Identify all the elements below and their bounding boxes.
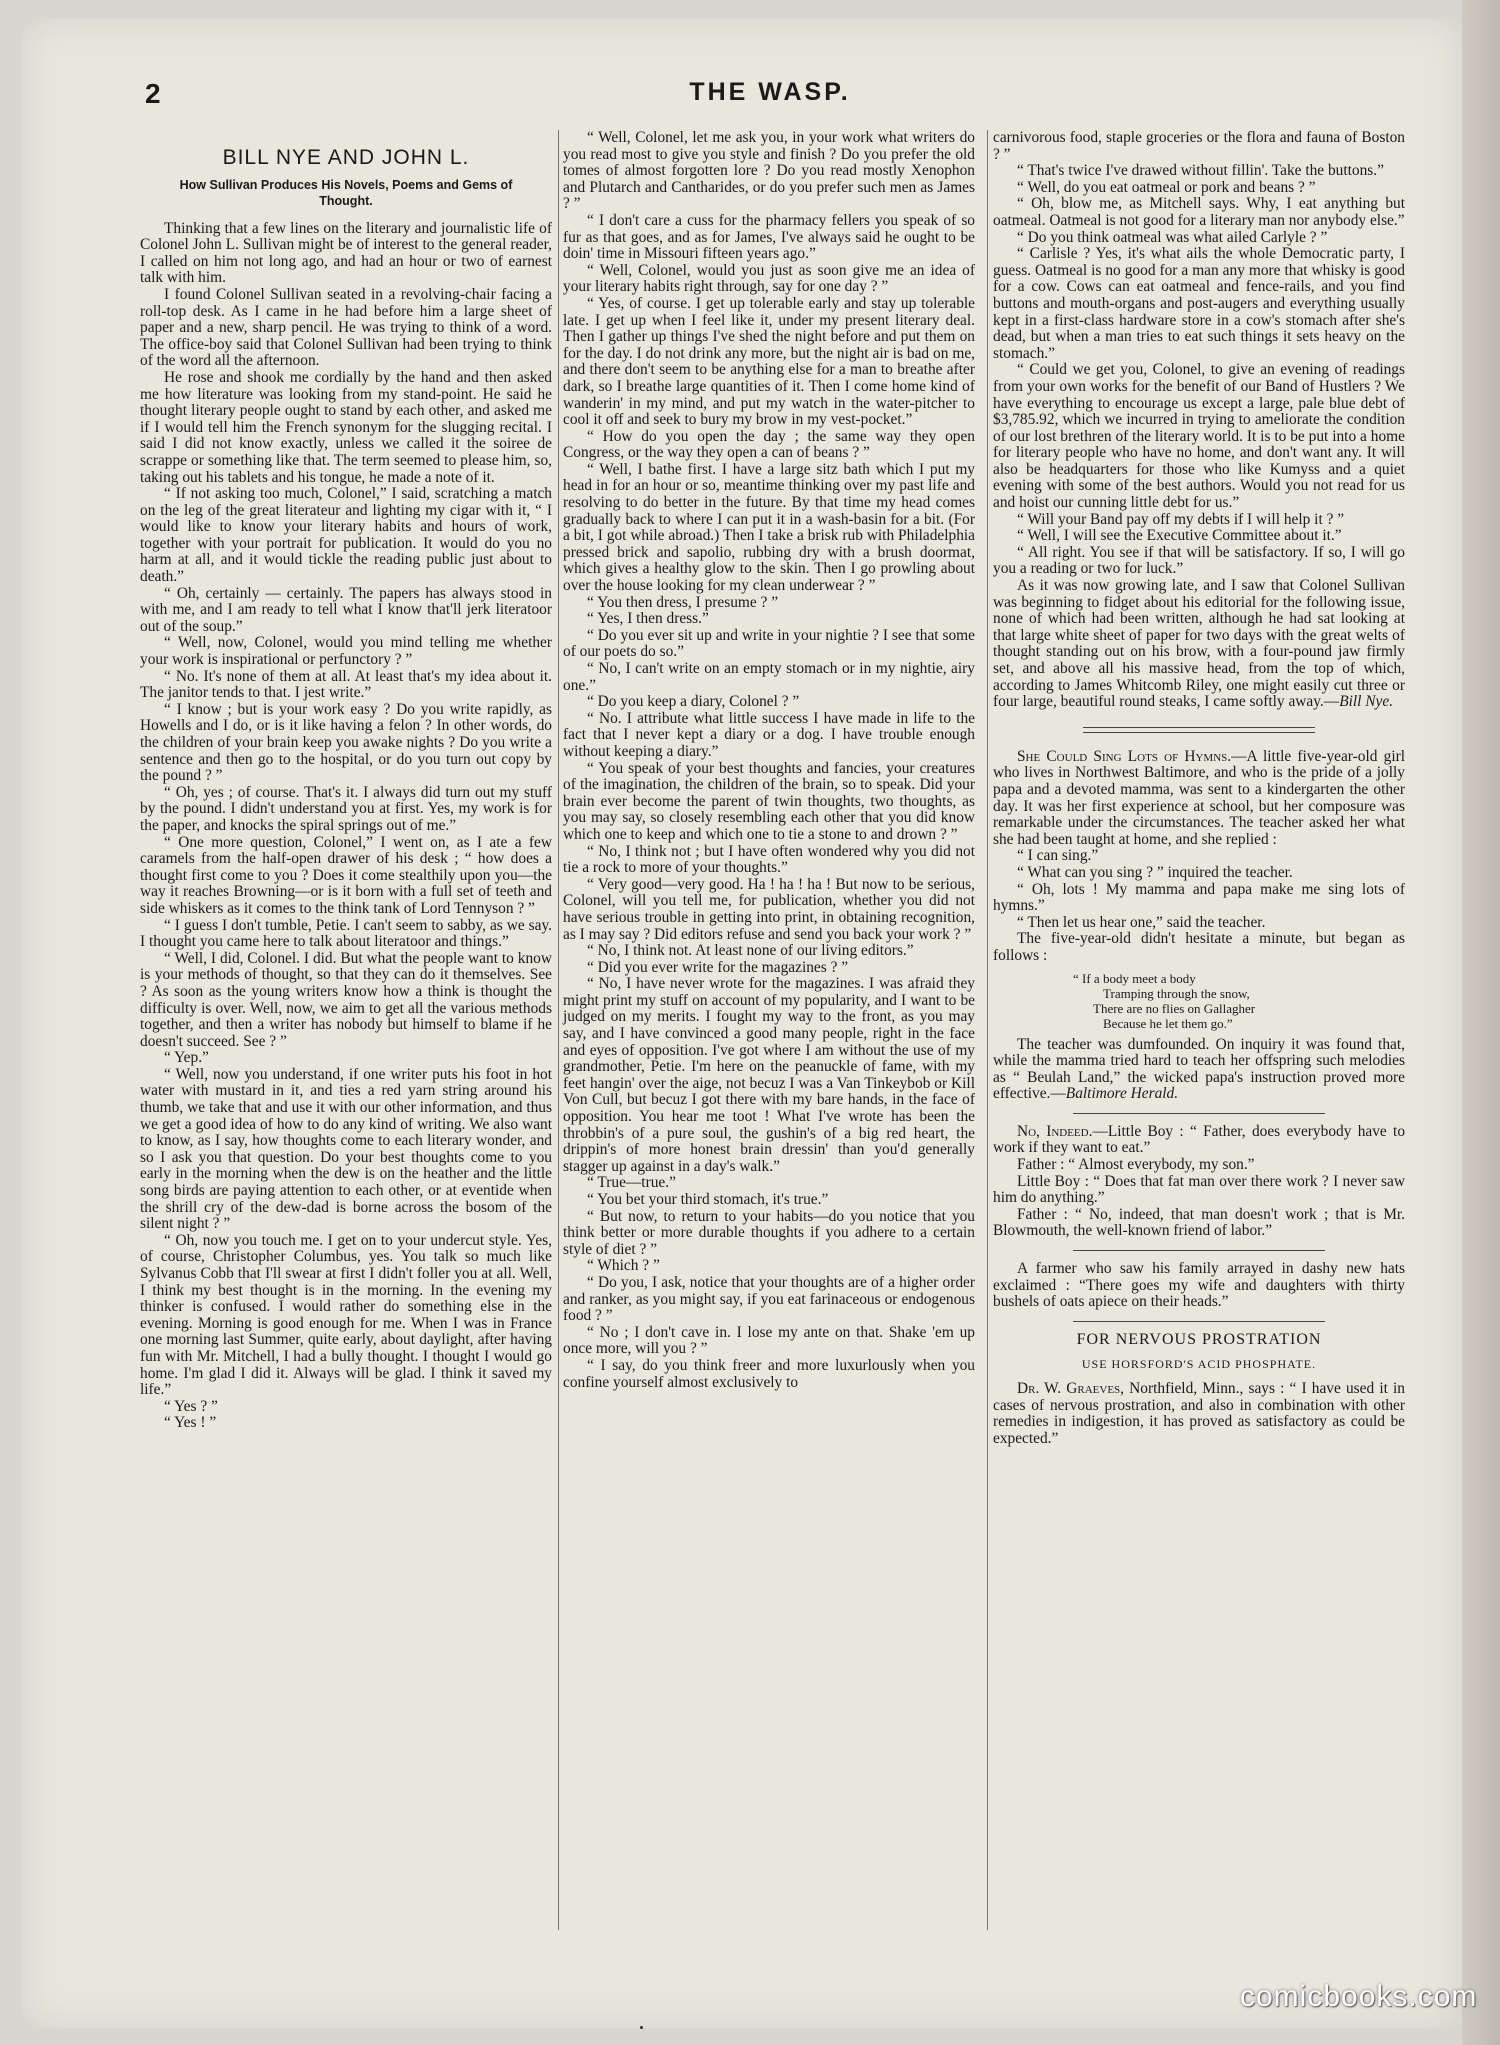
column-rule xyxy=(558,130,559,1930)
section-divider xyxy=(1073,1113,1325,1114)
paragraph: “ Oh, certainly — certainly. The papers has always stood in with me, and I am ready to tell what I know that'll jerk literatoor out of the soup.” xyxy=(140,584,552,635)
paragraph: “ Well, I bathe first. I have a large sitz bath which I put my head in for an hour or so, meantime thinking over my past life and resolving to do better in the future. By that time my head comes gradually back to where I can put it in a wash-basin for a bit. (For a bit, I got while abroad.) Then I take a brisk rub with Philadelphia pressed brick and sapolio, rubbing dry with a brush doormat, which gives a healthy glow to the skin. Then I go prowling about over the house looking for my clean underwear ? ” xyxy=(563,460,975,595)
page-header xyxy=(120,78,1420,118)
paragraph: “ Did you ever write for the magazines ? ” xyxy=(587,958,849,976)
article-lead-paragraph xyxy=(993,749,1405,849)
column-3 xyxy=(993,130,1405,1447)
paragraph: “ I guess I don't tumble, Petie. I can't seem to sabby, as we say. I thought you came here to talk about literatoor and things.” xyxy=(140,916,552,951)
paragraph: Father : “ No, indeed, that man doesn't work ; that is Mr. Blowmouth, the well-known friend of labor.” xyxy=(993,1205,1405,1240)
column-rule xyxy=(987,130,988,1930)
paragraph: “ Oh, now you touch me. I get on to your undercut style. Yes, of course, Christopher Columbus, yes. You talk so much like Sylvanus Cobb that I'll swear at first I didn't foller you at all. Well, I think my best thought is in the morning. In the evening my thinker is confused. I would rather do something else in the evening. Morning is good enough for me. When I was in France one morning last Summer, quite early, about daylight, after having fun with Mr. Mitchell, I had a bully thought. I thought I would go home. I'm glad I did it. Always will be glad. I think it saved my life.” xyxy=(140,1231,552,1399)
paragraph: “ Do you ever sit up and write in your nightie ? I see that some of our poets do so.” xyxy=(563,626,975,661)
paragraph: “ Well, now you understand, if one writer puts his foot in hot water with mustard in it, and ties a red yarn string around his thumb, we take that and use it with our other information, and thus we get a good idea of how to do any kind of writing. We also want to know, as I say, how thoughts come to each literary wonder, and so I ask you that question. Do your best thoughts come to you early in the morning when the dew is on the heather and the little song birds are paying attention to each other, or at eventide when the shrill cry of the dew-dad is borne across the bosom of the silent night ? ” xyxy=(140,1065,552,1233)
paragraph: “ Well, I will see the Executive Committee about it.” xyxy=(1017,527,1342,545)
paragraph: “ No, I have never wrote for the magazines. I was afraid they might print my stuff on account of my popularity, and I want to be judged on my merits. I fought my way to the front, as you may say, and I have convinced a good many people, right in the face and eyes of opposition. I've got where I am without the use of my grandmother, Petie. I'm here on the peanuckle of fame, with my feet hangin' over the aige, not becuz I was a Van Tinkeybob or Kill Von Cull, but becuz I got there with my bare hands, in the face of opposition. You hear me toot ! What I've wrote has been the throbbin's of a pure soul, the gushin's of a big red heart, the drippin's of more honest brain dressin' than you'd generally stagger up against in a day's walk.” xyxy=(563,975,975,1175)
publication-title: THE WASP. xyxy=(689,78,851,106)
paragraph: “ Well, Colonel, let me ask you, in your work what writers do you read most to give you style and finish ? Do you prefer the old tomes of almost forgotten lore ? Do you read mostly Xenophon and Plutarch and Cantharides, or do you prefer such men as James ? ” xyxy=(563,129,975,213)
section-divider xyxy=(1073,1321,1325,1322)
source-credit: Baltimore Herald. xyxy=(1065,1085,1179,1103)
paragraph: The five-year-old didn't hesitate a minute, but began as follows : xyxy=(993,930,1405,964)
poem xyxy=(993,971,1405,1031)
paragraph: “ Which ? ” xyxy=(587,1257,660,1275)
advert-title: FOR NERVOUS PROSTRATION xyxy=(1076,1330,1322,1348)
section-divider xyxy=(1073,1250,1325,1251)
advert-lead: Dr. W. Graeves, xyxy=(1017,1380,1125,1397)
page-number: 2 xyxy=(145,78,161,109)
paragraph: Little Boy : “ Does that fat man over there work ? I never saw him do anything.” xyxy=(993,1172,1405,1207)
paragraph xyxy=(993,1037,1405,1103)
article-subtitle: How Sullivan Produces His Novels, Poems and Gems of Thought. xyxy=(179,177,513,208)
paragraph: “ Oh, yes ; of course. That's it. I always did turn out my stuff by the pound. I didn't understand you at first. Yes, my work is for the paper, and knocks the spiral springs out of me.” xyxy=(140,783,552,834)
poem-line: “ If a body meet a body xyxy=(1073,970,1196,986)
site-watermark: comicbooks.com xyxy=(1240,1980,1478,2013)
paragraph: “ Then let us hear one,” said the teacher. xyxy=(1017,913,1266,931)
paragraph: “ If not asking too much, Colonel,” I said, scratching a match on the leg of the great literateur and lighting my cigar with it, “ I would like to know your literary habits and hours of work, together with your portrait for publication. It would do you no harm at all, and it would tickle the reading public just about to death.” xyxy=(140,485,552,586)
paragraph: “ Yes, of course. I get up tolerable early and stay up tolerable late. I get up when I feel like it, under my present literary deal. Then I gather up things I've shed the night before and put them on for the day. I do not drink any more, but the night air is bad on me, and there don't seem to be anything else for a man to breathe after dark, so I breathe large quantities of it. Then I come home kind of wanderin' in my mind, and put my watch in the water-pitcher to cool it off and seek to bury my brow in my vest-pocket.” xyxy=(563,294,975,429)
paragraph: “ No. It's none of them at all. At least that's my idea about it. The janitor tends to that. I jest write.” xyxy=(140,667,552,702)
paragraph: “ Well, Colonel, would you just as soon give me an idea of your literary habits right through, say for one day ? ” xyxy=(563,261,975,296)
print-speck xyxy=(640,2026,643,2029)
paragraph: “ Oh, blow me, as Mitchell says. Why, I eat anything but oatmeal. Oatmeal is not good for a literary man nor anybody else.” xyxy=(993,195,1405,229)
closing-text: The teacher was dumfounded. On inquiry it was found that, while the mamma tried hard to teach her offspring such melodies as “ Beulah Land,” the wicked papa's instruction proved more effective.— xyxy=(993,1035,1405,1103)
article-title: BILL NYE AND JOHN L. xyxy=(222,146,470,169)
paragraph: “ True—true.” xyxy=(587,1174,676,1192)
paragraph xyxy=(993,578,1405,711)
poem-line: There are no flies on Gallagher xyxy=(1093,1000,1256,1016)
lead-text: —Little Boy : “ Father, does everybody have to work if they want to eat.” xyxy=(993,1122,1406,1157)
paragraph: Father : “ Almost everybody, my son.” xyxy=(1017,1156,1255,1174)
paragraph: “ Do you keep a diary, Colonel ? ” xyxy=(587,693,800,711)
paragraph: I found Colonel Sullivan seated in a revolving-chair facing a roll-top desk. As I came in he had before him a large sheet of paper and a new, sharp pencil. He was trying to think of a word. The office-boy said that Colonel Sullivan had been trying to think of the word all the afternoon. xyxy=(140,285,552,370)
paragraph: “ Well, do you eat oatmeal or pork and beans ? ” xyxy=(1017,178,1316,196)
paragraph: “ All right. You see if that will be satisfactory. If so, I will go you a reading or two for luck.” xyxy=(993,543,1405,578)
paragraph: “ I can sing.” xyxy=(1017,847,1099,865)
paragraph: “ Oh, lots ! My mamma and papa make me sing lots of hymns.” xyxy=(993,880,1405,915)
paragraph: “ Could we get you, Colonel, to give an evening of readings from your own works for the benefit of our Band of Hustlers ? We have everything to encourage us except a large, pale blue debt of $3,785.92, which we incurred in trying to ameliorate the condition of our lost brethren of the literary world. It is to be put into a home for literary people who have no home, and don't want any. It will also be headquarters for those who like Kumyss and a quiet evening with some of the best authors. Would you not read for us and hoist our cunning little debt for us.” xyxy=(993,361,1405,512)
paragraph: “ Well, I did, Colonel. I did. But what the people want to know is your methods of thought, so that they can do it themselves. See ? As soon as the young writers know how a think is thought the difficulty is over. Well, now, we aim to get all the various methods together, and then a writer has nobody but himself to blame if he doesn't succeed. See ? ” xyxy=(140,949,552,1050)
paragraph: “ I don't care a cuss for the pharmacy fellers you speak of so fur as that goes, and as for James, I've always said he ought to be doin' time in Missouri fifteen years ago.” xyxy=(563,211,975,263)
paragraph: “ Do you, I ask, notice that your thoughts are of a higher order and ranker, as you might say, if you eat farinaceous or endogenous food ? ” xyxy=(563,1273,975,1325)
paragraph: “ You then dress, I presume ? ” xyxy=(587,593,779,611)
paragraph: “ Yes ! ” xyxy=(164,1414,217,1432)
paragraph: “ That's twice I've drawed without fillin'. Take the buttons.” xyxy=(1017,162,1384,180)
paragraph: “ No. I attribute what little success I have made in life to the fact that I never kept a diary or a dog. I have trouble enough without keeping a diary.” xyxy=(563,709,975,760)
paragraph: “ One more question, Colonel,” I went on, as I ate a few caramels from the half-open drawer of his desk ; “ how does a thought first come to you ? Does it come stealthily upon you—the way it reaches Browning—or is it born with a full set of teeth and side whiskers as it comes to the think tank of Lord Tennyson ? ” xyxy=(140,833,552,917)
article-lead-paragraph xyxy=(993,1124,1405,1157)
advert-text: Northfield, Minn., says : “ I have used it in cases of nervous prostration, and also in combination with other remedies in indigestion, it has proved as satisfactory as could be expected.” xyxy=(993,1380,1405,1447)
lead-text: —A little five-year-old girl who lives in Northwest Baltimore, and who is the pride of a jolly papa and a devoted mamma, was sent to a kindergarten the other day. It was her first experience at school, but her composure was remarkable under the circumstances. The teacher asked her what she had been taught at home, and she replied : xyxy=(993,747,1405,848)
article-lead: She Could Sing Lots of Hymns. xyxy=(1017,747,1232,765)
poem-line: Because he let them go.” xyxy=(1103,1015,1233,1031)
paragraph: “ But now, to return to your habits—do you notice that you think better or more durable thoughts if you adhere to a certain style of diet ? ” xyxy=(563,1207,975,1258)
paragraph: “ No, I think not ; but I have often wondered why you did not tie a rock to more of your thoughts.” xyxy=(563,842,975,877)
paragraph: “ No ; I don't cave in. I lose my ante on that. Shake 'em up once more, will you ? ” xyxy=(563,1323,975,1358)
paragraph: “ Carlisle ? Yes, it's what ails the whole Democratic party, I guess. Oatmeal is no good for a man any more that whisky is good for a cow. Cows can eat oatmeal and fence-rails, and you find buttons and mouth-organs and post-augers and everything usually kept in a first-class hardware store in a cow's stomach after she's dead, but when a man tries to eat such things it sets heavy on the stomach.” xyxy=(993,245,1405,362)
paragraph: “ No, I can't write on an empty stomach or in my nightie, airy one.” xyxy=(563,660,975,694)
paragraph: A farmer who saw his family arrayed in dashy new hats exclaimed : “There goes my wife and daughters with thirty bushels of oats apiece on their heads.” xyxy=(993,1260,1405,1311)
poem-line: Tramping through the snow, xyxy=(1103,985,1250,1001)
paragraph: “ Will your Band pay off my debts if I will help it ? ” xyxy=(1017,510,1345,528)
paragraph: “ Well, now, Colonel, would you mind telling me whether your work is inspirational or perfunctory ? ” xyxy=(140,634,552,669)
article-body-col1 xyxy=(140,221,552,1432)
article-lead: No, Indeed. xyxy=(1017,1122,1093,1140)
advert-subtitle: USE HORSFORD'S ACID PHOSPHATE. xyxy=(1081,1357,1317,1372)
paragraph: “ You bet your third stomach, it's true.” xyxy=(587,1191,829,1208)
paragraph: “ Do you think oatmeal was what ailed Carlyle ? ” xyxy=(1017,228,1328,246)
paragraph: “ You speak of your best thoughts and fancies, your creatures of the imagination, the children of the brain, so to speak. Did your brain ever become the parent of twin thoughts, two thoughts, as you may say, so closely resembling each other that you did know which one to keep and which one to tie a stone to and drown ? ” xyxy=(563,759,975,843)
paragraph: Thinking that a few lines on the literary and journalistic life of Colonel John L. Sullivan might be of interest to the general reader, I called on him not long ago, and had an hour or two of earnest talk with him. xyxy=(140,219,552,287)
paragraph: “ I say, do you think freer and more luxurlously when you confine yourself almost exclusively to xyxy=(563,1356,975,1391)
column-2 xyxy=(563,130,975,1391)
column-1 xyxy=(140,130,552,1432)
section-divider xyxy=(1083,727,1315,733)
paragraph: He rose and shook me cordially by the hand and then asked me how literature was looking from my stand-point. He said he thought literary people ought to stand by each other, and asked me if I would tell him the French synonym for the slugging recital. I said I did not know exactly, unless we called it the soiree de scrappe or something like that. The term seemed to please him, so, taking out his tablets and his tongue, he made a note of it. xyxy=(140,368,552,486)
paragraph: “ No, I think not. At least none of our living editors.” xyxy=(587,942,914,960)
paragraph: “ I know ; but is your work easy ? Do you write rapidly, as Howells and I do, or is it like having a felon ? In other words, do the children of your brain keep you awake nights ? Do you write a sentence and then go to the hospital, or do you turn out copy by the pound ? ” xyxy=(140,700,552,785)
paragraph: “ Yes ? ” xyxy=(164,1397,218,1415)
paragraph: “ What can you sing ? ” inquired the teacher. xyxy=(1017,863,1293,881)
paragraph: carnivorous food, staple groceries or the flora and fauna of Boston ? ” xyxy=(993,129,1405,163)
advert-body xyxy=(993,1381,1405,1447)
paragraph: “ Yes, I then dress.” xyxy=(587,610,709,628)
paragraph: “ How do you open the day ; the same way they open Congress, or the way they open a can of beans ? ” xyxy=(563,427,975,462)
byline: Bill Nye. xyxy=(1339,693,1394,711)
paragraph: “ Yep.” xyxy=(164,1049,209,1067)
closing-text: As it was now growing late, and I saw that Colonel Sullivan was beginning to fidget about his editorial for the following issue, none of which had been written, although he had sat looking at that large white sheet of paper for two days with the great welts of thought standing out on his brow, with a four-pound jaw firmly set, and above all his massive head, from the top of which, according to James Whitcomb Riley, one might easily cut three or four large, beautiful round steaks, I came softly away.— xyxy=(993,577,1405,711)
scan-edge xyxy=(1462,0,1500,2045)
paragraph: “ Very good—very good. Ha ! ha ! ha ! But now to be serious, Colonel, will you tell me, for publication, whether you did not have serious trouble in getting into print, in obtaining recognition, as I may say ? Did editors refuse and send you back your work ? ” xyxy=(563,875,975,943)
